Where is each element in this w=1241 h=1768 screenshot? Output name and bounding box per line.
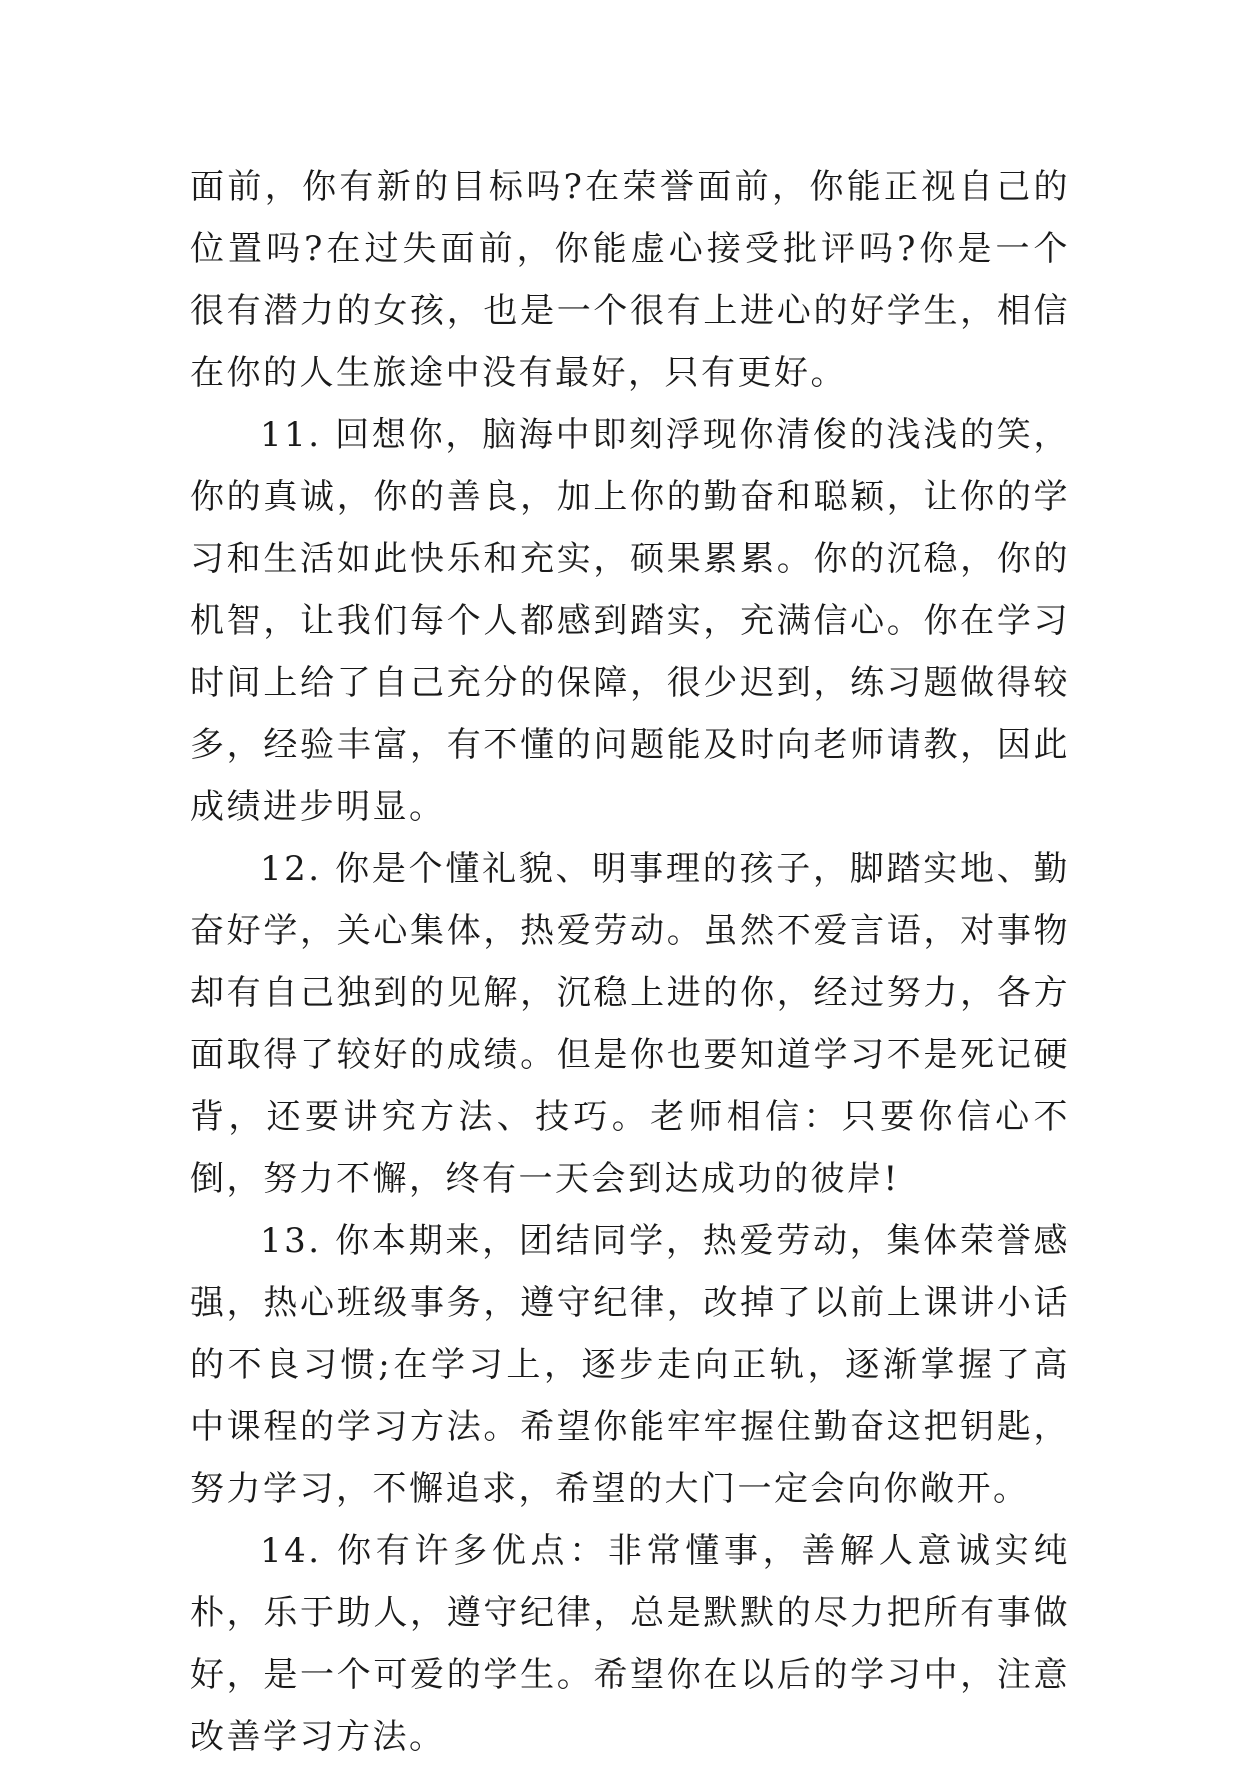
paragraph-continued: 面前，你有新的目标吗?在荣誉面前，你能正视自己的位置吗?在过失面前，你能虚心接受批评吗?你是一个很有潜力的女孩，也是一个很有上进心的好学生，相信在你的人生旅途中没有最好，只有更好。 <box>190 167 1070 393</box>
paragraph-14: 14. 你有许多优点：非常懂事，善解人意诚实纯朴，乐于助人，遵守纪律，总是默默的尽力把所有事做好，是一个可爱的学生。希望你在以后的学习中，注意改善学习方法。 <box>190 1531 1070 1757</box>
paragraph-13: 13. 你本期来，团结同学，热爱劳动，集体荣誉感强，热心班级事务，遵守纪律，改掉了以前上课讲小话的不良习惯;在学习上，逐步走向正轨，逐渐掌握了高中课程的学习方法。希望你能牢牢握住勤奋这把钥匙，努力学习，不懈追求，希望的大门一定会向你敞开。 <box>190 1221 1070 1509</box>
document-body <box>190 156 1070 1768</box>
paragraph-12: 12. 你是个懂礼貌、明事理的孩子，脚踏实地、勤奋好学，关心集体，热爱劳动。虽然不爱言语，对事物却有自己独到的见解，沉稳上进的你，经过努力，各方面取得了较好的成绩。但是你也要知道学习不是死记硬背，还要讲究方法、技巧。老师相信：只要你信心不倒，努力不懈，终有一天会到达成功的彼岸! <box>190 849 1070 1199</box>
paragraph-11: 11. 回想你，脑海中即刻浮现你清俊的浅浅的笑，你的真诚，你的善良，加上你的勤奋和聪颖，让你的学习和生活如此快乐和充实，硕果累累。你的沉稳，你的机智，让我们每个人都感到踏实，充满信心。你在学习时间上给了自己充分的保障，很少迟到，练习题做得较多，经验丰富，有不懂的问题能及时向老师请教，因此成绩进步明显。 <box>190 415 1070 827</box>
